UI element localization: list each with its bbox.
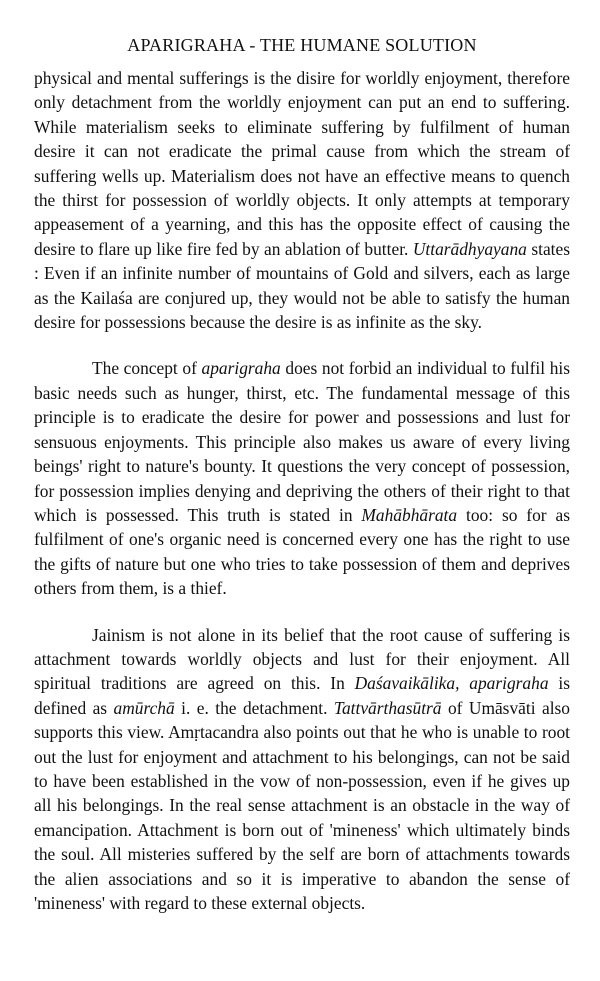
paragraph-text: too: so for as fulfilment of one's organic need is concerned every one has the right to use the gifts of nature but one who tries to take possession of them and deprives others from them, is a thief. — [34, 504, 570, 599]
italic-term: Mahābhārata — [361, 504, 458, 525]
paragraph-text: Jainism is not alone in its belief that the root cause of suffering is attachment towards worldly objects and lust for their enjoyment. All spiritual traditions are agreed on this. In — [34, 624, 570, 694]
italic-term: amūrchā — [113, 697, 175, 718]
paragraph-2 — [34, 356, 570, 600]
paragraph-text: of Umāsvāti also supports this view. Amṛtacandra also points out that he who is unable to root out the lust for enjoyment and attachment to his belongings, can not be said to have been established in the vow of non-possession, even if he gives up all his belongings. In the real sense attachment is an obstacle in the way of emancipation. Attachment is born out of 'mineness' which ultimately binds the soul. All misteries suffered by the self are born of attachments towards the alien associations and so it is imperative to abandon the sense of 'mineness' with regard to these external objects. — [34, 697, 570, 913]
paragraph-text: is defined as — [34, 673, 570, 718]
italic-term: aparigraha — [201, 358, 281, 379]
running-title: APARIGRAHA - THE HUMANE SOLUTION — [127, 35, 477, 55]
italic-term: Uttarādhyayana — [412, 238, 527, 259]
italic-term: Daśavaikālika, aparigraha — [354, 673, 549, 694]
paragraph-text: i. e. the detachment. — [174, 697, 334, 718]
paragraph-text: physical and mental sufferings is the disire for worldly enjoyment, therefore only detachment from the worldly enjoyment can put an end to suffering. While materialism seeks to eliminate suffering by fulfilment of human desire it can not eradicate the primal cause from which the stream of suffering wells up. Materialism does not have an effective means to quench the thirst for possession of worldly objects. It only attempts at temporary appeasement of a yearning, and this has the opposite effect of causing the desire to flare up like fire fed by an ablation of butter. — [34, 68, 570, 259]
paragraph-text: states : Even if an infinite number of mountains of Gold and silvers, each as large as the Kailaśa are conjured up, they would not be able to satisfy the human desire for possessions because the desire is as infinite as the sky. — [34, 238, 570, 333]
paragraph-text: does not forbid an individual to fulfil his basic needs such as hunger, thirst, etc. The fundamental message of this principle is to eradicate the desire for power and possessions and lust for sensuous enjoyments. This principle also makes us aware of every living beings' right to nature's bounty. It questions the very concept of possession, for possession implies denying and depriving the others of their right to that which is possessed. This truth is stated in — [34, 358, 570, 525]
paragraph-1 — [34, 66, 570, 334]
italic-term: Tattvārthasūtrā — [333, 697, 442, 718]
paragraph-text: The concept of — [92, 358, 202, 379]
paragraph-3 — [34, 623, 570, 916]
